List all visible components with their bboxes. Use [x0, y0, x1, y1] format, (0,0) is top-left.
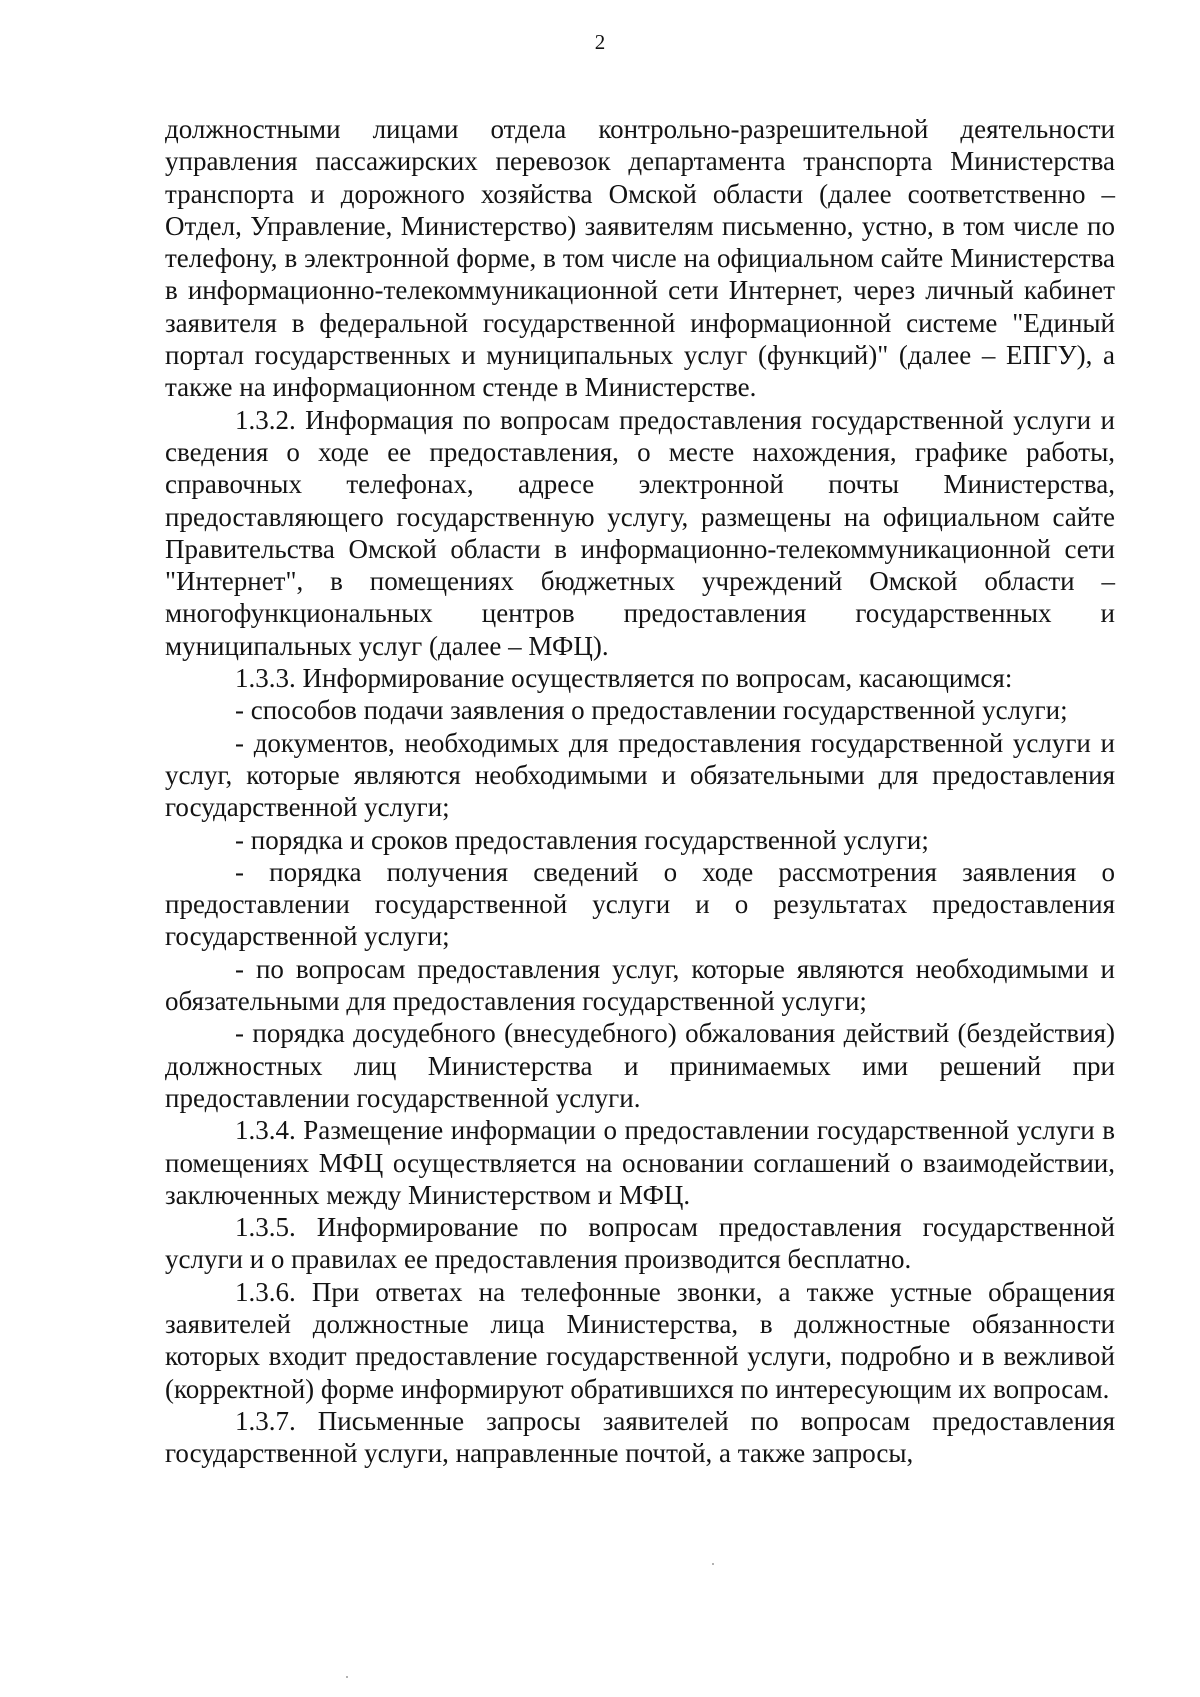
paragraph-1-3-3: 1.3.3. Информирование осуществляется по вопросам, касающимся:	[235, 663, 1013, 694]
paragraph-1-3-7: 1.3.7. Письменные запросы заявителей по вопросам предоставления государственной услуги, направленные почтой, а также запросы,	[165, 1405, 1115, 1469]
list-item: - порядка и сроков предоставления государственной услуги;	[235, 824, 929, 855]
list-item: - порядка получения сведений о ходе рассмотрения заявления о предоставлении государственной услуги и о результатах предоставления государственной услуги;	[165, 856, 1115, 952]
paragraph-1-3-5: 1.3.5. Информирование по вопросам предоставления государственной услуги и о правилах ее предоставления производится бесплатно.	[165, 1212, 1115, 1275]
paragraph-1-3-6: 1.3.6. При ответах на телефонные звонки, а также устные обращения заявителей должностные лица Министерства, в должностные обязанности которых входит предоставление государственной услуги, подробно и в вежливой (корректной) форме информируют обратившихся по интересующим их вопросам.	[165, 1276, 1115, 1404]
document-body	[165, 113, 1115, 1469]
paragraph-1-3-4: 1.3.4. Размещение информации о предоставлении государственной услуги в помещениях МФЦ осуществляется на основании соглашений о взаимодействии, заключенных между Министерством и МФЦ.	[165, 1115, 1115, 1210]
page-number: 2	[594, 30, 606, 54]
list-item: - порядка досудебного (внесудебного) обжалования действий (бездействия) должностных лиц Министерства и принимаемых ими решений при предоставлении государственной услуги.	[165, 1018, 1115, 1113]
scan-artifact-dot	[712, 1563, 714, 1565]
list-item: - способов подачи заявления о предоставлении государственной услуги;	[235, 695, 1068, 726]
list-item: - по вопросам предоставления услуг, которые являются необходимыми и обязательными для предоставления государственной услуги;	[165, 953, 1115, 1017]
scan-artifact-dot	[346, 1676, 348, 1678]
paragraph-1-3-2: 1.3.2. Информация по вопросам предоставления государственной услуги и сведения о ходе ее предоставления, о месте нахождения, графике работы, справочных телефонах, адресе электронной почты Министерства, предоставляющего государственную услугу, размещены на официальном сайте Правительства Омской области в информационно-телекоммуникационной сети "Интернет", в помещениях бюджетных учреждений Омской области – многофункциональных центров предоставления государственных и муниципальных услуг (далее – МФЦ).	[165, 404, 1115, 661]
paragraph: должностными лицами отдела контрольно-разрешительной деятельности управления пассажирских перевозок департамента транспорта Министерства транспорта и дорожного хозяйства Омской области (далее соответственно – Отдел, Управление, Министерство) заявителям письменно, устно, в том числе по телефону, в электронной форме, в том числе на официальном сайте Министерства в информационно-телекоммуникационной сети Интернет, через личный кабинет заявителя в федеральной государственной информационной системе "Единый портал государственных и муниципальных услуг (функций)" (далее – ЕПГУ), а также на информационном стенде в Министерстве.	[165, 114, 1115, 403]
list-item: - документов, необходимых для предоставления государственной услуги и услуг, которые являются необходимыми и обязательными для предоставления государственной услуги;	[165, 727, 1115, 823]
